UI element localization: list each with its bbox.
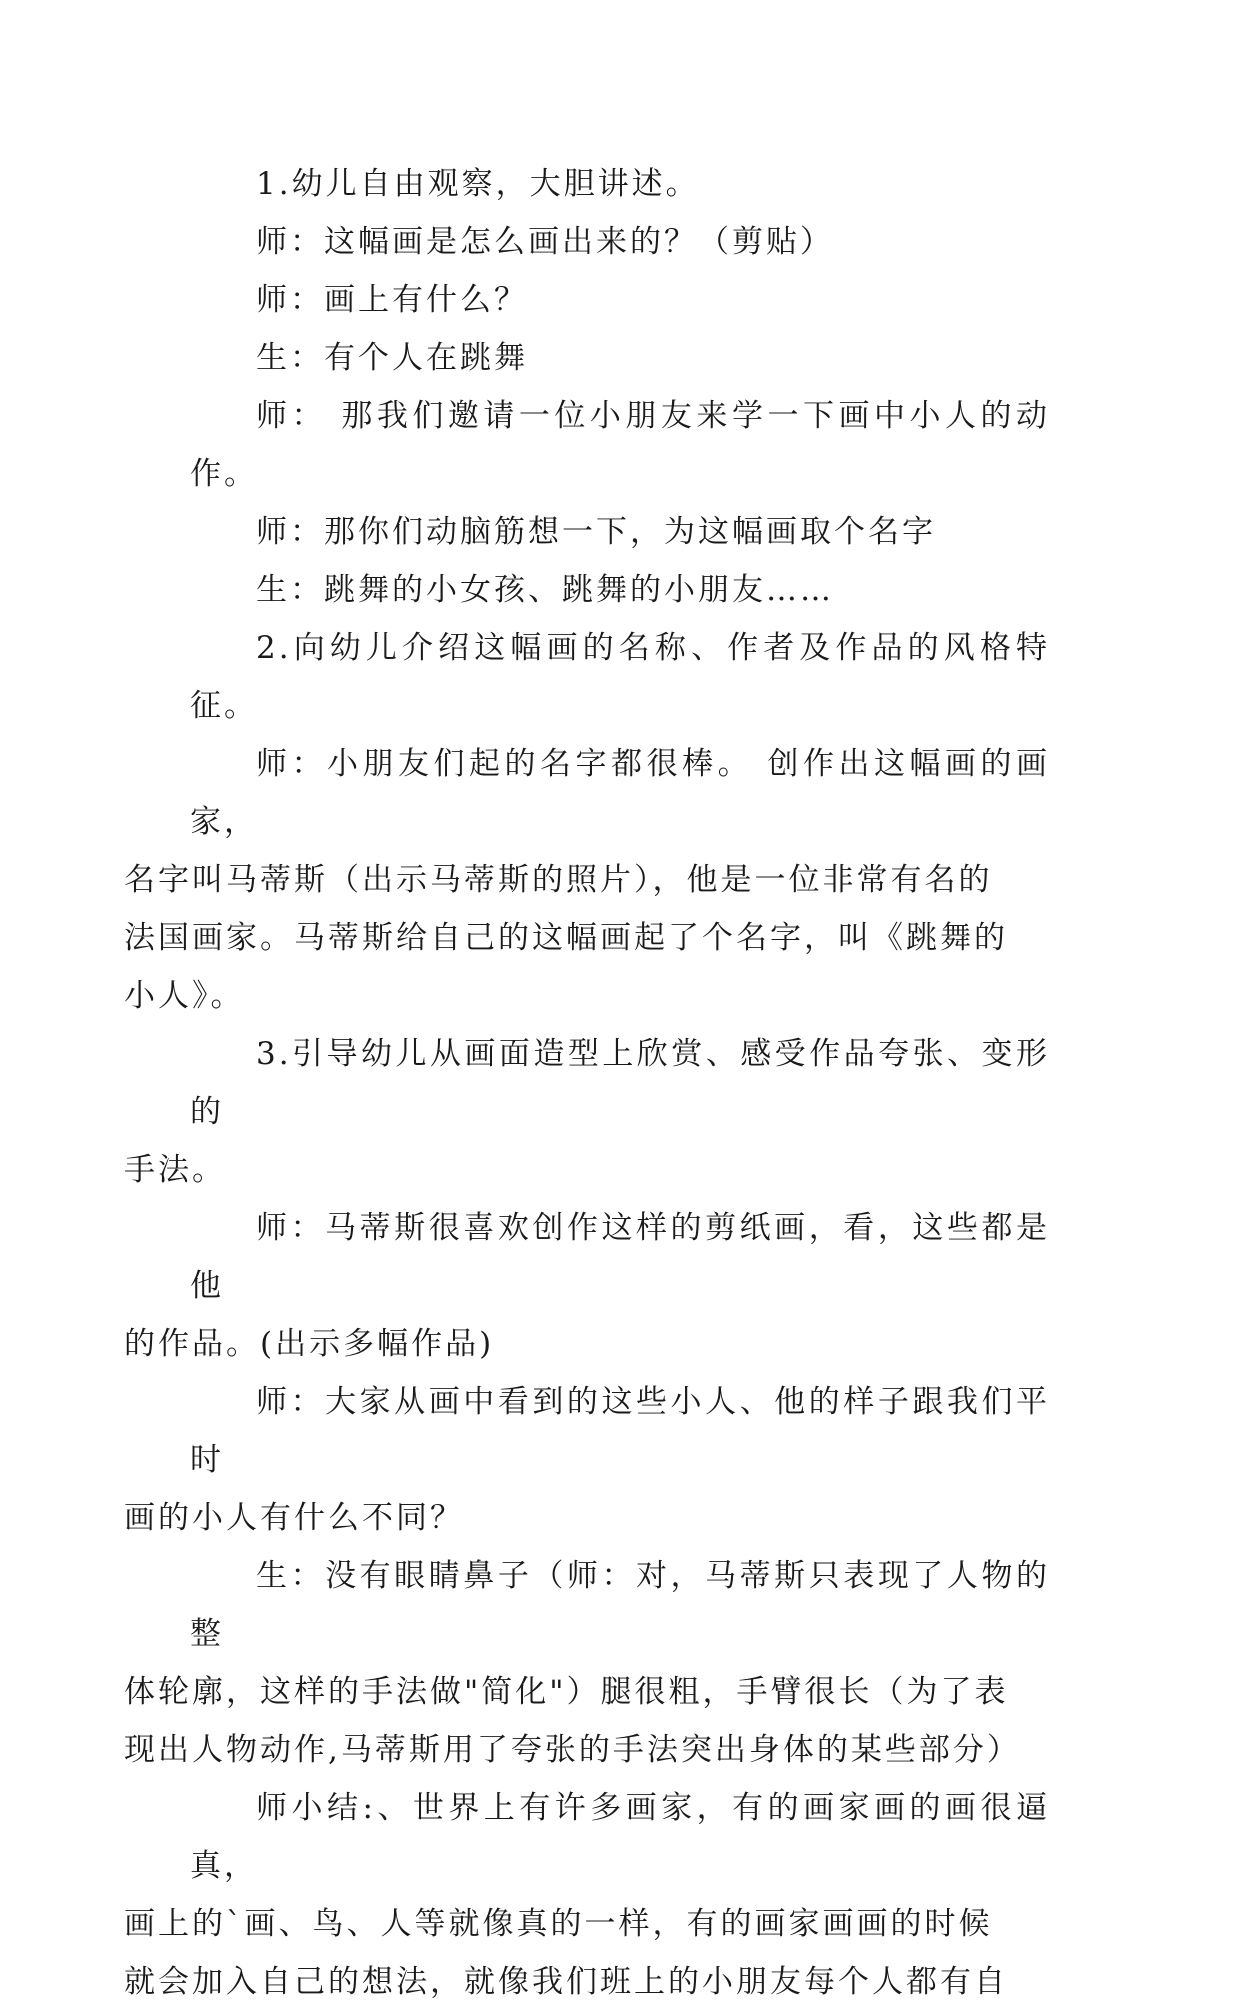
paragraph	[190, 561, 1050, 619]
text-line: 名字叫马蒂斯（出示马蒂斯的照片），他是一位非常有名的	[124, 862, 993, 898]
text-line: 师：大家从画中看到的这些小人、他的样子跟我们平时	[190, 1384, 1050, 1478]
text-line: 3.引导幼儿从画面造型上欣赏、感受作品夸张、变形的	[190, 1036, 1050, 1130]
paragraph	[190, 271, 1050, 329]
text-line: 师：马蒂斯很喜欢创作这样的剪纸画，看，这些都是他	[190, 1210, 1050, 1304]
text-line: 手法。	[124, 1152, 226, 1188]
paragraph	[190, 619, 1050, 735]
paragraph	[124, 735, 1050, 1025]
paragraph	[190, 155, 1050, 213]
text-line: 师：画上有什么？	[256, 282, 528, 318]
text-line: 画上的`画、鸟、人等就像真的一样，有的画家画画的时候	[124, 1906, 993, 1942]
text-line: 生：跳舞的小女孩、跳舞的小朋友……	[256, 572, 834, 608]
paragraph	[190, 387, 1050, 503]
paragraph	[124, 1025, 1050, 1199]
text-line: 1.幼儿自由观察，大胆讲述。	[256, 166, 700, 202]
text-line: 2.向幼儿介绍这幅画的名称、作者及作品的风格特征。	[190, 630, 1050, 724]
paragraph	[190, 329, 1050, 387]
text-line: 师： 那我们邀请一位小朋友来学一下画中小人的动作。	[190, 398, 1050, 492]
text-line: 师：这幅画是怎么画出来的？（剪贴）	[256, 224, 834, 260]
text-line: 现出人物动作,马蒂斯用了夸张的手法突出身体的某些部分）	[124, 1732, 1021, 1768]
text-line: 的作品。(出示多幅作品)	[124, 1326, 495, 1362]
text-line: 小人》。	[124, 978, 245, 1014]
paragraph	[124, 1199, 1050, 1373]
text-line: 师：那你们动脑筋想一下，为这幅画取个名字	[256, 514, 936, 550]
paragraph	[124, 1779, 1050, 2011]
text-line: 生：没有眼睛鼻子（师：对，马蒂斯只表现了人物的整	[190, 1558, 1050, 1652]
document-body	[124, 155, 1050, 2011]
paragraph	[124, 1547, 1050, 1779]
paragraph	[190, 213, 1050, 271]
paragraph	[124, 1373, 1050, 1547]
paragraph	[190, 503, 1050, 561]
text-line: 生：有个人在跳舞	[256, 340, 528, 376]
text-line: 就会加入自己的想法，就像我们班上的小朋友每个人都有自	[124, 1964, 1008, 2000]
text-line: 师小结:、世界上有许多画家，有的画家画的画很逼真，	[190, 1790, 1050, 1884]
text-line: 体轮廓，这样的手法做"简化"）腿很粗，手臂很长（为了表	[124, 1674, 1009, 1710]
text-line: 画的小人有什么不同？	[124, 1500, 464, 1536]
text-line: 法国画家。马蒂斯给自己的这幅画起了个名字，叫《跳舞的	[124, 920, 1008, 956]
text-line: 师：小朋友们起的名字都很棒。 创作出这幅画的画家，	[190, 746, 1050, 840]
